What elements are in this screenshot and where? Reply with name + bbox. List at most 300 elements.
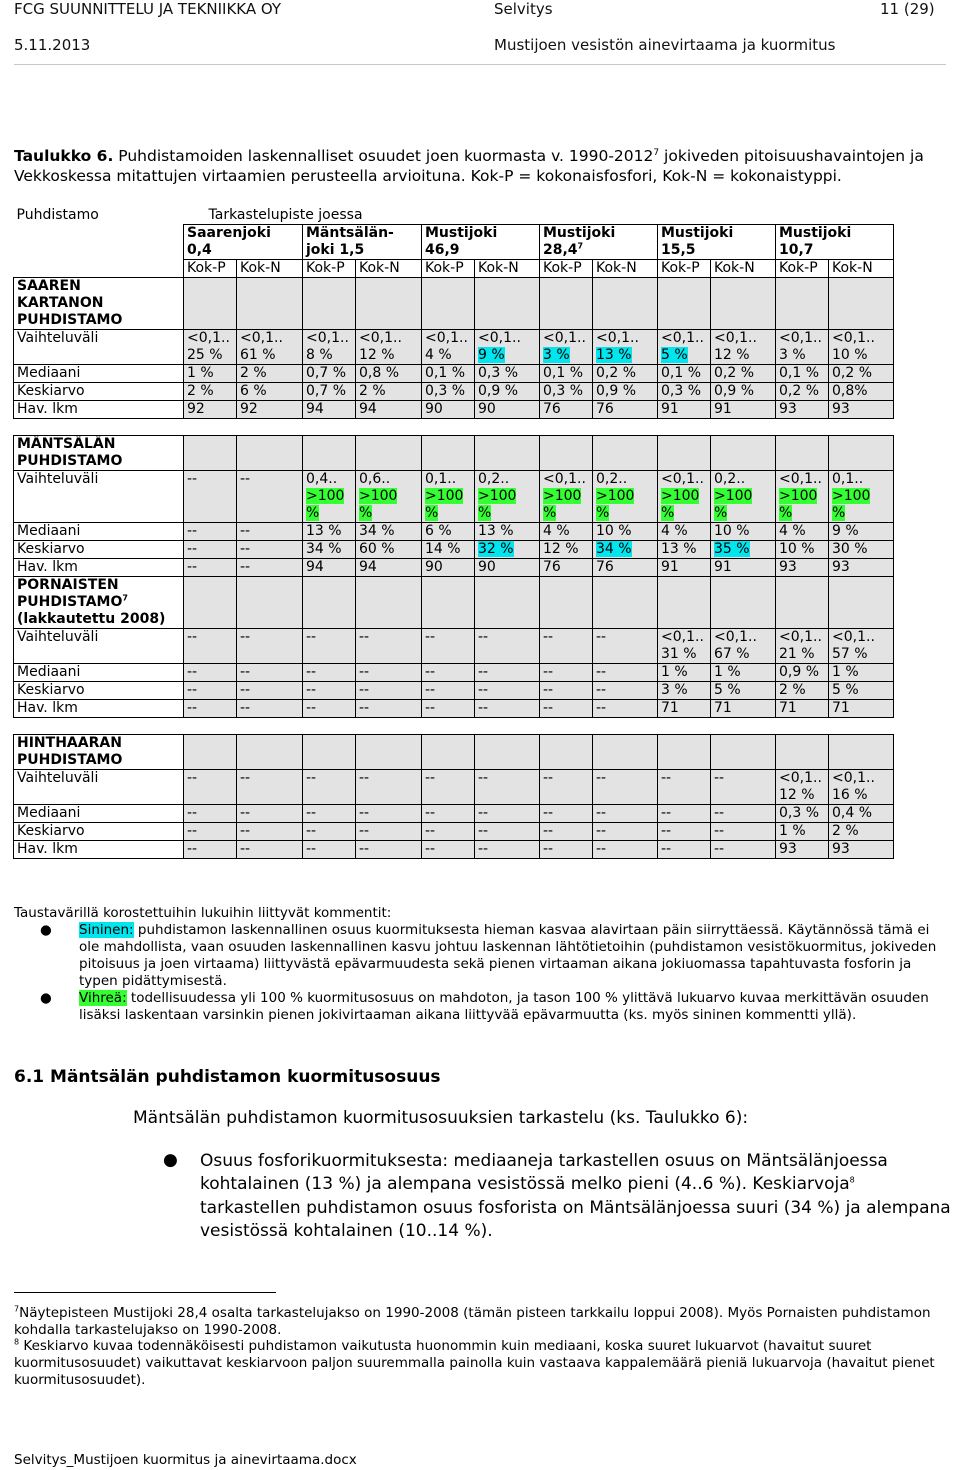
cell-value: -- [478, 805, 489, 821]
table-cell [540, 383, 593, 401]
cell-value: -- [661, 770, 672, 786]
empty-cell [540, 735, 593, 770]
table-cell [829, 823, 894, 841]
empty-cell [475, 436, 540, 471]
param-label: Kok-N [240, 260, 281, 276]
cell-value: 1 % [714, 664, 741, 680]
cell-value: -- [596, 805, 607, 821]
table-cell [184, 700, 237, 718]
table-cell [237, 805, 303, 823]
cell-value: 16 % [832, 787, 868, 803]
cell-value: -- [425, 823, 436, 839]
cell-value: 13 % [596, 347, 632, 363]
empty-cell [422, 577, 475, 629]
table-cell [303, 541, 356, 559]
cell-value: 0,9 % [596, 383, 637, 399]
table-cell [303, 471, 356, 523]
row-label-text: Vaihteluväli [17, 330, 99, 346]
table-cell [658, 664, 711, 682]
table-cell [475, 841, 540, 859]
table-cell [356, 471, 422, 523]
table-cell [237, 682, 303, 700]
table-cell [237, 629, 303, 664]
cell-value: 4 % [779, 523, 806, 539]
cell-value: <0,1.. [779, 629, 822, 645]
table-cell [356, 770, 422, 805]
table-cell [475, 700, 540, 718]
row-label [14, 664, 184, 682]
cell-value: 21 % [779, 646, 815, 662]
table-cell [237, 700, 303, 718]
empty-cell [356, 735, 422, 770]
cell-value: -- [240, 805, 251, 821]
cell-value: 0,9 % [714, 383, 755, 399]
footnote-7 [14, 1305, 944, 1339]
table-cell [593, 823, 658, 841]
table-cell [303, 383, 356, 401]
row-label [14, 559, 184, 577]
cell-value: 0,2 % [596, 365, 637, 381]
cell-value: 30 % [832, 541, 868, 557]
cell-value: 90 [425, 559, 443, 575]
row-label [14, 523, 184, 541]
table-cell [540, 523, 593, 541]
cell-value: 13 % [478, 523, 514, 539]
station-name: Mustijoki [779, 225, 852, 241]
table-cell [593, 664, 658, 682]
param-label: Kok-N [714, 260, 755, 276]
cell-value: 76 [543, 401, 561, 417]
empty-cell [356, 577, 422, 629]
table-cell [711, 559, 776, 577]
row-label-text: Vaihteluväli [17, 770, 99, 786]
section-title-line: SAAREN [17, 278, 81, 294]
cell-value: -- [240, 823, 251, 839]
cell-value: -- [187, 541, 198, 557]
table-row [14, 805, 894, 823]
section-title-row [14, 577, 894, 629]
cell-value: 5 % [661, 347, 688, 363]
table-row [14, 541, 894, 559]
table-cell [593, 629, 658, 664]
table-cell [303, 559, 356, 577]
cell-value: 4 % [425, 347, 452, 363]
cell-value: -- [596, 700, 607, 716]
cell-value: -- [187, 523, 198, 539]
row-label-text: Hav. lkm [17, 700, 78, 716]
cell-value: 14 % [425, 541, 461, 557]
table-cell [658, 629, 711, 664]
row-label-text: Keskiarvo [17, 541, 85, 557]
cell-value: -- [425, 770, 436, 786]
table-cell [829, 559, 894, 577]
cell-value: 1 % [187, 365, 214, 381]
table-cell [711, 700, 776, 718]
notes-list [14, 922, 954, 1024]
cell-value: 10 % [832, 347, 868, 363]
cell-value: 94 [359, 401, 377, 417]
table-cell [237, 770, 303, 805]
cell-value: 3 % [661, 682, 688, 698]
caption-label: Taulukko 6. [14, 147, 114, 165]
cell-value: -- [596, 841, 607, 857]
cell-value: <0,1.. [478, 330, 521, 346]
empty-cell [776, 436, 829, 471]
row-label [14, 330, 184, 365]
cell-value: -- [425, 629, 436, 645]
station-name: Mustijoki [543, 225, 616, 241]
row-label [14, 823, 184, 841]
cell-value: 71 [779, 700, 797, 716]
cell-value: -- [359, 629, 370, 645]
station-header [184, 225, 303, 260]
footnote-ref: 7 [577, 241, 584, 251]
bullet-icon: ● [40, 990, 52, 1006]
table-cell [303, 365, 356, 383]
table-cell [475, 471, 540, 523]
cell-value: -- [240, 471, 251, 487]
station-header [658, 225, 776, 260]
table-cell [422, 682, 475, 700]
section-bullet-text-cont: tarkastellen puhdistamon osuus fosforista on Mäntsälänjoessa suuri (34 %) ja alempana vesistössä kohtalainen (10..14 %). [200, 1197, 951, 1241]
cell-value: -- [714, 770, 725, 786]
cell-value: -- [240, 523, 251, 539]
table-row [14, 770, 894, 805]
cell-value: -- [543, 664, 554, 680]
empty-cell [540, 436, 593, 471]
empty-cell [658, 577, 711, 629]
row-label-text: Vaihteluväli [17, 629, 99, 645]
param-label: Kok-P [779, 260, 818, 276]
cell-value: 34 % [306, 541, 342, 557]
cell-value: -- [478, 682, 489, 698]
row-label-text: Hav. lkm [17, 401, 78, 417]
cell-value: -- [187, 471, 198, 487]
table-cell [422, 365, 475, 383]
table-cell [776, 629, 829, 664]
cell-value: 8 % [306, 347, 333, 363]
cell-value: -- [240, 770, 251, 786]
param-kok-n [237, 260, 303, 278]
cell-value: % [661, 505, 675, 521]
empty-cell [658, 278, 711, 330]
param-kok-p [658, 260, 711, 278]
cell-value: % [596, 505, 610, 521]
empty-cell [303, 735, 356, 770]
cell-value: <0,1.. [661, 629, 704, 645]
table-cell [540, 541, 593, 559]
cell-value: -- [306, 805, 317, 821]
row-label-text: Mediaani [17, 365, 81, 381]
table-cell [475, 664, 540, 682]
table-cell [593, 700, 658, 718]
table-cell [711, 471, 776, 523]
cell-value: 0,2.. [596, 471, 628, 487]
cell-value: -- [425, 682, 436, 698]
table-cell [593, 471, 658, 523]
table-cell [422, 383, 475, 401]
table-cell [593, 770, 658, 805]
cell-value: 13 % [661, 541, 697, 557]
cell-value: 91 [714, 401, 732, 417]
cell-value: <0,1.. [661, 330, 704, 346]
station-name: Mäntsälän- [306, 225, 394, 241]
empty-cell [422, 735, 475, 770]
note-green-key: Vihreä: [79, 990, 127, 1006]
cell-value: % [306, 505, 320, 521]
table-cell [658, 383, 711, 401]
table-row [14, 559, 894, 577]
table-row [14, 700, 894, 718]
table-cell [237, 523, 303, 541]
cell-value: -- [187, 664, 198, 680]
bullet-icon: ● [40, 922, 52, 938]
station-name: Mustijoki [661, 225, 734, 241]
table-cell [356, 401, 422, 419]
table-cell [237, 541, 303, 559]
cell-value: % [714, 505, 728, 521]
cell-value: -- [478, 823, 489, 839]
table-cell [540, 330, 593, 365]
table-cell [475, 559, 540, 577]
cell-value: <0,1.. [714, 629, 757, 645]
cell-value: >100 [359, 488, 398, 504]
empty-cell [593, 577, 658, 629]
table-cell [184, 770, 237, 805]
data-table [13, 207, 894, 859]
table-cell [711, 823, 776, 841]
table-cell [475, 330, 540, 365]
table-cell [356, 700, 422, 718]
empty-cell [475, 577, 540, 629]
cell-value: -- [543, 629, 554, 645]
table-cell [658, 401, 711, 419]
footnote-divider [14, 1292, 276, 1293]
table-cell [184, 523, 237, 541]
cell-value: <0,1.. [832, 770, 875, 786]
table-cell [540, 805, 593, 823]
cell-value: % [359, 505, 373, 521]
table-cell [184, 365, 237, 383]
empty-cell [475, 735, 540, 770]
table-row [14, 330, 894, 365]
param-label: Kok-P [661, 260, 700, 276]
section-title-line: PUHDISTAMO [17, 453, 123, 469]
table-cell [422, 823, 475, 841]
cell-value: -- [543, 700, 554, 716]
table-supertitle-text: Tarkastelupiste joessa [208, 207, 363, 223]
table-cell [475, 770, 540, 805]
table-cell [356, 365, 422, 383]
cell-value: % [478, 505, 492, 521]
row-label [14, 629, 184, 664]
section-title [14, 278, 184, 330]
table-cell [237, 383, 303, 401]
cell-value: 9 % [478, 347, 505, 363]
empty-cell [829, 278, 894, 330]
table-cell [422, 330, 475, 365]
table-cell [356, 383, 422, 401]
cell-value: % [832, 505, 846, 521]
cell-value: -- [240, 682, 251, 698]
cell-value: 0,1 % [779, 365, 820, 381]
row-label [14, 471, 184, 523]
table-cell [422, 541, 475, 559]
section-title-row [14, 735, 894, 770]
station-header [540, 225, 658, 260]
table-cell [184, 330, 237, 365]
station-header [422, 225, 540, 260]
row-label [14, 365, 184, 383]
table-cell [184, 401, 237, 419]
footnote-7-mark: 7 [14, 1304, 20, 1314]
cell-value: <0,1.. [832, 330, 875, 346]
cell-value: 0,3 % [779, 805, 820, 821]
param-label: Kok-P [543, 260, 582, 276]
table-cell [356, 541, 422, 559]
row-label-text: Mediaani [17, 523, 81, 539]
cell-value: <0,1.. [306, 330, 349, 346]
table-cell [356, 823, 422, 841]
row-label-text: Hav. lkm [17, 559, 78, 575]
cell-value: -- [359, 823, 370, 839]
table-cell [776, 383, 829, 401]
table-cell [711, 629, 776, 664]
cell-value: 2 % [832, 823, 859, 839]
empty-cell [776, 278, 829, 330]
table-row [14, 629, 894, 664]
cell-value: 12 % [714, 347, 750, 363]
table-cell [593, 559, 658, 577]
cell-value: -- [596, 664, 607, 680]
cell-value: -- [187, 629, 198, 645]
table-cell [422, 559, 475, 577]
row-label [14, 401, 184, 419]
table-cell [475, 805, 540, 823]
empty-cell [593, 735, 658, 770]
empty-cell [237, 436, 303, 471]
cell-value: 0,2 % [714, 365, 755, 381]
table-cell [422, 629, 475, 664]
param-label: Kok-P [187, 260, 226, 276]
table-row [14, 682, 894, 700]
cell-value: 1 % [661, 664, 688, 680]
cell-value: -- [306, 629, 317, 645]
table-cell [303, 700, 356, 718]
header-date: 5.11.2013 [14, 36, 91, 54]
table-cell [303, 664, 356, 682]
empty-cell [711, 735, 776, 770]
row-label-text: Mediaani [17, 664, 81, 680]
cell-value: >100 [779, 488, 818, 504]
cell-value: 0,1 % [425, 365, 466, 381]
cell-value: 0,3 % [543, 383, 584, 399]
spacer-row [14, 419, 894, 436]
cell-value: 61 % [240, 347, 276, 363]
table-cell [711, 541, 776, 559]
empty-cell [776, 577, 829, 629]
table-cell [711, 770, 776, 805]
table-cell [658, 365, 711, 383]
cell-value: 57 % [832, 646, 868, 662]
note-blue-key: Sininen: [79, 922, 134, 938]
table-cell [829, 841, 894, 859]
footnote-8 [14, 1338, 944, 1389]
empty-cell [303, 278, 356, 330]
cell-value: -- [661, 841, 672, 857]
table-cell [776, 559, 829, 577]
row-label [14, 541, 184, 559]
cell-value: 0,2 % [832, 365, 873, 381]
cell-value: -- [425, 700, 436, 716]
table-cell [593, 682, 658, 700]
cell-value: -- [359, 664, 370, 680]
table-cell [184, 541, 237, 559]
table-cell [829, 770, 894, 805]
cell-value: 2 % [187, 383, 214, 399]
cell-value: 71 [714, 700, 732, 716]
row-label-text: Keskiarvo [17, 682, 85, 698]
cell-value: -- [425, 805, 436, 821]
table-row [14, 841, 894, 859]
table-cell [829, 330, 894, 365]
cell-value: -- [306, 823, 317, 839]
station-km: 10,7 [779, 242, 814, 258]
table-cell [184, 805, 237, 823]
cell-value: 0,8 % [359, 365, 400, 381]
cell-value: -- [596, 682, 607, 698]
table-row [14, 823, 894, 841]
param-kok-p [422, 260, 475, 278]
note-green-text: todellisuudessa yli 100 % kuormitusosuus on mahdoton, ja tason 100 % ylittävä lukuarvo kuvaa merkittävän osuuden lisäksi laskentaan varsinkin pienen jokivirtaaman aikana liittyvää epävarmuutta (ks. myös sininen kommentti yllä). [79, 990, 929, 1023]
cell-value: -- [543, 805, 554, 821]
cell-value: 71 [661, 700, 679, 716]
table-supertitle [184, 207, 894, 225]
section-title [14, 735, 184, 770]
row-label-text: Hav. lkm [17, 841, 78, 857]
cell-value: 4 % [543, 523, 570, 539]
cell-value: 34 % [596, 541, 632, 557]
cell-value: -- [596, 629, 607, 645]
cell-value: 12 % [359, 347, 395, 363]
empty-cell [829, 735, 894, 770]
cell-value: 92 [187, 401, 205, 417]
table-cell [540, 700, 593, 718]
table-cell [658, 841, 711, 859]
table-cell [829, 805, 894, 823]
cell-value: -- [543, 823, 554, 839]
cell-value: -- [240, 541, 251, 557]
cell-value: -- [306, 682, 317, 698]
section-bullet-text: Osuus fosforikuormituksesta: mediaaneja tarkastellen osuus on Mäntsälänjoessa kohtalainen (13 %) ja alempana vesistössä melko pieni (4..6 %). Keskiarvoja [200, 1151, 888, 1195]
table-cell [475, 365, 540, 383]
cell-value: <0,1.. [779, 471, 822, 487]
cell-value: 32 % [478, 541, 514, 557]
cell-value: -- [714, 841, 725, 857]
cell-value: -- [596, 770, 607, 786]
cell-value: -- [306, 770, 317, 786]
note-blue-text: puhdistamon laskennallinen osuus kuormituksesta hieman kasvaa alavirtaan päin siirryttäessä. Käytännössä tämä ei ole mahdollista, vaan osuuden laskennallinen kasvu johtuu laskennan lähtötietoihin (puhdistamon vesistökuormitus, jokiveden pitoisuus ja joen virtaama) liittyvästä epävarmuudesta sekä pienen virtaaman aikana jokiuomassa tapahtuvasta fosforin ja typen pidättymisestä. [79, 922, 937, 989]
cell-value: 76 [543, 559, 561, 575]
note-green [14, 990, 954, 1024]
table-cell [237, 330, 303, 365]
table-cell [356, 330, 422, 365]
cell-value: >100 [478, 488, 517, 504]
table-cell [540, 841, 593, 859]
station-km: 0,4 [187, 242, 212, 258]
table-cell [540, 682, 593, 700]
cell-value: 93 [832, 401, 850, 417]
